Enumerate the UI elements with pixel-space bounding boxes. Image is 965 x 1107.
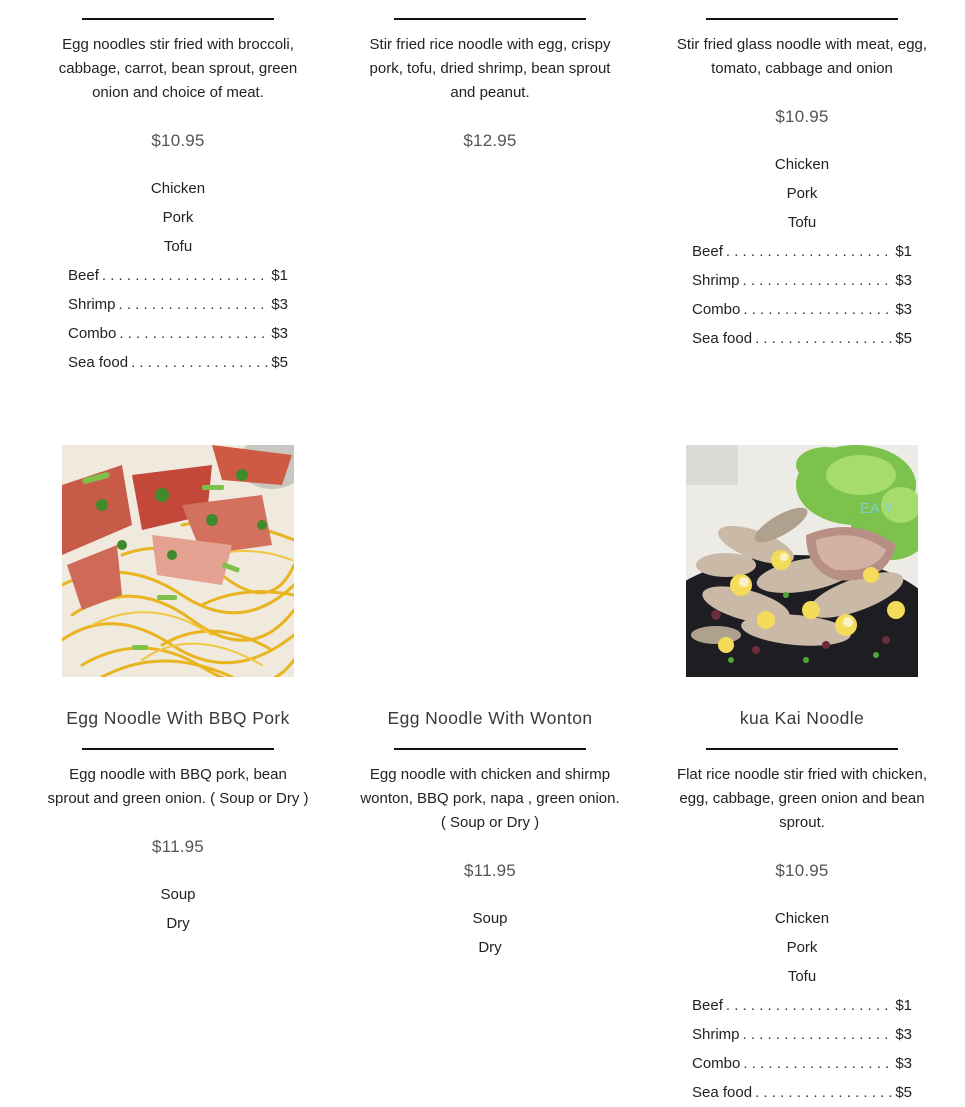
addon-name: Beef	[68, 267, 99, 284]
addon-name: Sea food	[692, 330, 753, 347]
addon-name: Shrimp	[692, 272, 740, 289]
leader-dots	[102, 261, 268, 290]
addon-price: $1	[895, 243, 912, 260]
addon-shrimp	[692, 266, 912, 295]
bbq-pork-noodle-illustration	[62, 445, 294, 677]
choice-chicken: Chicken	[774, 910, 830, 927]
leader-dots	[743, 1049, 892, 1078]
addon-name: Combo	[692, 301, 741, 318]
menu-item-kua-kai	[657, 708, 947, 1107]
addon-list	[692, 991, 912, 1107]
item-price: $11.95	[464, 861, 516, 880]
item-description: Egg noodles stir fried with broccoli, cabbage, carrot, bean sprout, green onion and choice of meat.	[58, 36, 298, 101]
meat-choices	[657, 150, 947, 237]
addon-price: $5	[895, 330, 912, 347]
addon-beef	[692, 237, 912, 266]
item-description: Stir fried glass noodle with meat, egg, tomato, cabbage and onion	[676, 36, 928, 77]
choice-chicken: Chicken	[774, 156, 830, 173]
addon-combo	[68, 319, 288, 348]
addon-price: $1	[271, 267, 288, 284]
menu-item-top-2	[345, 18, 635, 151]
addon-shrimp	[68, 290, 288, 319]
style-choices	[345, 904, 635, 962]
title-underline	[706, 18, 898, 20]
choice-soup: Soup	[160, 886, 196, 903]
title-underline	[82, 748, 274, 750]
title-underline	[82, 18, 274, 20]
choice-pork: Pork	[162, 209, 194, 226]
addon-shrimp	[692, 1020, 912, 1049]
leader-dots	[131, 348, 268, 377]
title-underline	[394, 18, 586, 20]
choice-dry: Dry	[478, 939, 502, 956]
menu-item-top-1	[33, 18, 323, 377]
photo-watermark: EA Y	[860, 500, 894, 517]
addon-name: Combo	[692, 1055, 741, 1072]
item-description: Egg noodle with BBQ pork, bean sprout and green onion. ( Soup or Dry )	[47, 766, 309, 807]
addon-beef	[68, 261, 288, 290]
addon-price: $1	[895, 997, 912, 1014]
menu-item-wonton	[345, 708, 635, 962]
leader-dots	[743, 1020, 893, 1049]
menu-item-top-3	[657, 18, 947, 353]
item-title[interactable]: kua Kai Noodle	[739, 708, 865, 728]
leader-dots	[119, 290, 269, 319]
item-title[interactable]: Egg Noodle With Wonton	[387, 708, 593, 728]
item-description: Flat rice noodle stir fried with chicken, egg, cabbage, green onion and bean sprout.	[676, 766, 928, 831]
addon-price: $3	[895, 272, 912, 289]
item-price: $11.95	[152, 837, 204, 856]
addon-seafood	[692, 324, 912, 353]
item-description: Egg noodle with chicken and shirmp wonton, BBQ pork, napa , green onion. ( Soup or Dry )	[360, 766, 620, 831]
item-description: Stir fried rice noodle with egg, crispy pork, tofu, dried shrimp, bean sprout and peanut.	[369, 36, 611, 101]
item-price: $10.95	[775, 107, 829, 126]
choice-soup: Soup	[472, 910, 508, 927]
addon-combo	[692, 1049, 912, 1078]
addon-name: Combo	[68, 325, 117, 342]
leader-dots	[743, 295, 892, 324]
addon-name: Beef	[692, 243, 723, 260]
addon-price: $5	[271, 354, 288, 371]
leader-dots	[755, 324, 892, 353]
leader-dots	[119, 319, 268, 348]
menu-item-bbq-pork	[33, 708, 323, 938]
addon-price: $3	[271, 325, 288, 342]
item-title[interactable]: Egg Noodle With BBQ Pork	[66, 708, 290, 728]
choice-tofu: Tofu	[787, 214, 817, 231]
addon-price: $3	[895, 301, 912, 318]
addon-name: Sea food	[68, 354, 129, 371]
item-price: $10.95	[775, 861, 829, 880]
item-price: $12.95	[463, 131, 517, 150]
choice-dry: Dry	[166, 915, 190, 932]
addon-list	[68, 261, 288, 377]
addon-price: $3	[271, 296, 288, 313]
title-underline	[394, 748, 586, 750]
addon-beef	[692, 991, 912, 1020]
choice-tofu: Tofu	[787, 968, 817, 985]
addon-seafood	[692, 1078, 912, 1107]
leader-dots	[755, 1078, 892, 1107]
style-choices	[33, 880, 323, 938]
addon-list	[692, 237, 912, 353]
leader-dots	[726, 237, 892, 266]
addon-seafood	[68, 348, 288, 377]
addon-name: Beef	[692, 997, 723, 1014]
egg-noodle-bbq-pork-photo[interactable]	[62, 445, 294, 677]
leader-dots	[743, 266, 893, 295]
item-price: $10.95	[151, 131, 205, 150]
choice-tofu: Tofu	[163, 238, 193, 255]
addon-price: $3	[895, 1026, 912, 1043]
addon-price: $5	[895, 1084, 912, 1101]
choice-chicken: Chicken	[150, 180, 206, 197]
title-underline	[706, 748, 898, 750]
meat-choices	[657, 904, 947, 991]
addon-name: Sea food	[692, 1084, 753, 1101]
addon-price: $3	[895, 1055, 912, 1072]
meat-choices	[33, 174, 323, 261]
kua-kai-noodle-illustration	[686, 445, 918, 677]
addon-combo	[692, 295, 912, 324]
choice-pork: Pork	[786, 939, 818, 956]
kua-kai-noodle-photo[interactable]	[686, 445, 918, 677]
choice-pork: Pork	[786, 185, 818, 202]
addon-name: Shrimp	[68, 296, 116, 313]
addon-name: Shrimp	[692, 1026, 740, 1043]
leader-dots	[726, 991, 892, 1020]
